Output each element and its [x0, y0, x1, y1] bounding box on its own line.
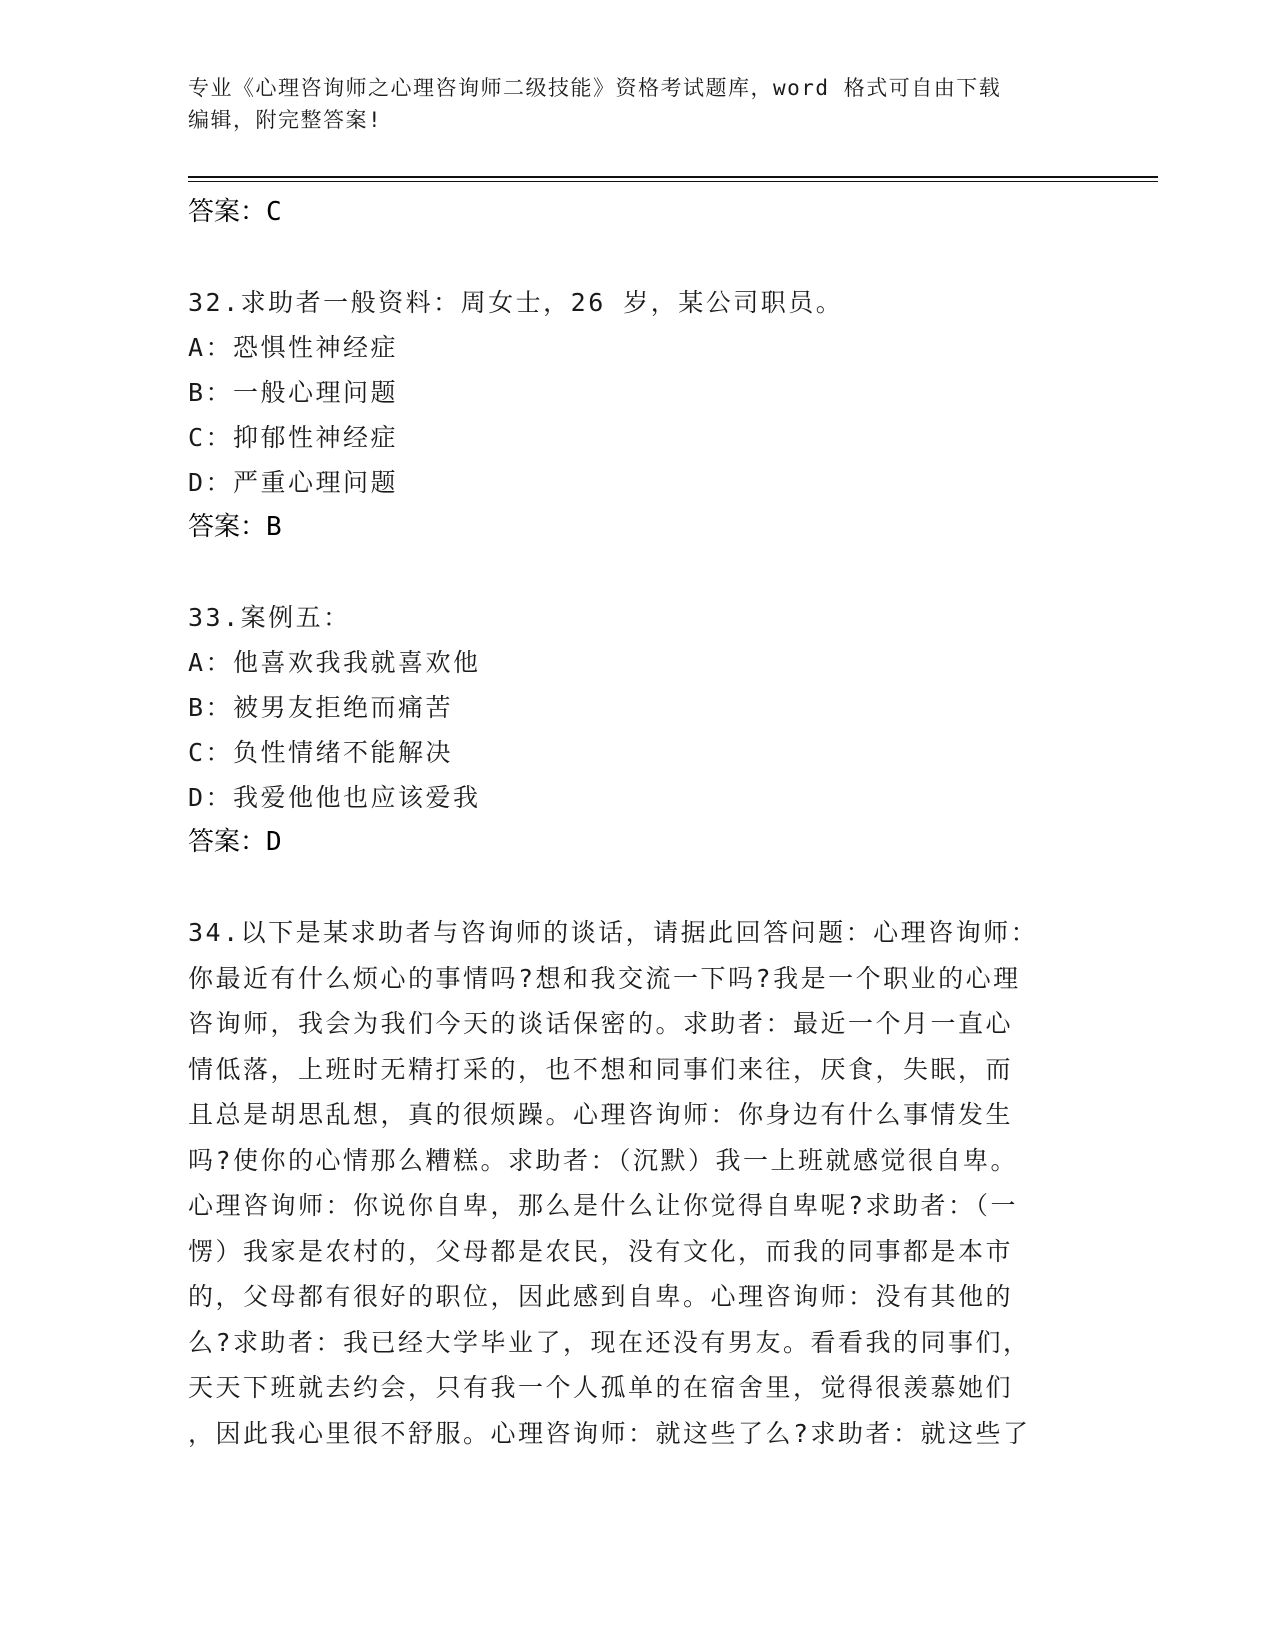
header-rule-thin [188, 181, 1158, 182]
question-34-line: 愣）我家是农村的，父母都是农民，没有文化，而我的同事都是本市 [188, 1236, 1014, 1266]
header-line-1: 专业《心理咨询师之心理咨询师二级技能》资格考试题库，word 格式可自由下载 [188, 76, 1002, 100]
option-a: A：恐惧性神经症 [188, 333, 399, 362]
option-b: B：被男友拒绝而痛苦 [188, 693, 454, 722]
question-32 [188, 280, 1068, 549]
option-c: C：抑郁性神经症 [188, 423, 399, 452]
question-33 [188, 595, 1068, 864]
answer-32: 答案：B [188, 512, 282, 542]
option-c: C：负性情绪不能解决 [188, 738, 454, 767]
question-34-line: 吗?使你的心情那么糟糕。求助者：（沉默）我一上班就感觉很自卑。 [188, 1145, 1019, 1175]
question-34-line: 34.以下是某求助者与咨询师的谈话，请据此回答问题：心理咨询师： [188, 918, 1039, 947]
option-a: A：他喜欢我我就喜欢他 [188, 648, 481, 677]
question-34-line: 么?求助者：我已经大学毕业了，现在还没有男友。看看我的同事们， [188, 1327, 1031, 1357]
header-line-2: 编辑，附完整答案! [188, 108, 383, 132]
header-rule-thick [188, 176, 1158, 178]
answer-33: 答案：D [188, 827, 282, 857]
option-d: D：严重心理问题 [188, 468, 399, 497]
spacer [188, 234, 1068, 280]
document-header [188, 72, 1068, 136]
spacer [188, 549, 1068, 595]
question-34-line: 的，父母都有很好的职位，因此感到自卑。心理咨询师：没有其他的 [188, 1282, 1014, 1311]
question-34-line: 天天下班就去约会，只有我一个人孤单的在宿舍里，觉得很羡慕她们 [188, 1373, 1014, 1402]
question-title: 33.案例五： [188, 603, 351, 632]
question-34-line: 咨询师，我会为我们今天的谈话保密的。求助者：最近一个月一直心 [188, 1009, 1014, 1038]
document-body [188, 190, 1068, 1456]
option-b: B：一般心理问题 [188, 378, 399, 407]
answer-31: 答案：C [188, 197, 282, 227]
question-34 [188, 910, 1068, 1456]
question-34-line: 你最近有什么烦心的事情吗?想和我交流一下吗?我是一个职业的心理 [188, 963, 1021, 993]
question-34-line: 情低落，上班时无精打采的，也不想和同事们来往，厌食，失眠，而 [188, 1054, 1014, 1084]
spacer [188, 864, 1068, 910]
question-34-line: ，因此我心里很不舒服。心理咨询师：就这些了么?求助者：就这些了 [188, 1418, 1031, 1448]
question-34-line: 且总是胡思乱想，真的很烦躁。心理咨询师：你身边有什么事情发生 [188, 1100, 1014, 1129]
question-title: 32.求助者一般资料：周女士，26 岁，某公司职员。 [188, 288, 844, 317]
question-34-line: 心理咨询师：你说你自卑，那么是什么让你觉得自卑呢?求助者：（一 [188, 1191, 1019, 1220]
option-d: D：我爱他他也应该爱我 [188, 783, 481, 812]
